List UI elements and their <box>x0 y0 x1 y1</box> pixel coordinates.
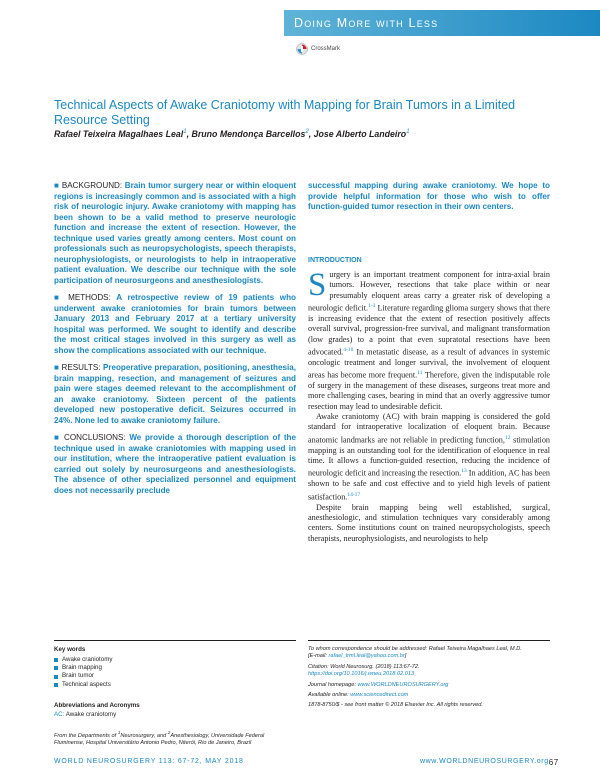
citation-ref[interactable]: 14-17 <box>347 491 361 498</box>
square-bullet-icon <box>54 675 58 679</box>
abstract <box>54 181 296 503</box>
abbreviations-heading: Abbreviations and Acronyms <box>54 702 140 709</box>
article-title: Technical Aspects of Awake Craniotomy with Mapping for Brain Tumors in a Limited Resource Setting <box>54 98 516 127</box>
abbreviation-key: AC: <box>54 711 65 718</box>
crossmark-icon <box>296 43 308 55</box>
citation-ref[interactable]: 12 <box>504 434 511 441</box>
intro-paragraph: Surgery is an important treatment component for intra-axial brain tumors. However, resections that take place within or near presumably eloquent areas carry a greater risk of developing a neurologic deficit.$^{1-3}$ Literature regarding glioma surgery shows that there is increasing evidence that the extent of resection positively affects overall survival, progression-free survival, and malignant transformation (low grades) to a point that even supratotal resections have been advocated.$^{4-10}$ In metastatic disease, as a result of advances in systemic oncologic treatment and longer survival, the involvement of eloquent areas has become more frequent.$^{11}$ Therefore, given the indisputable role of surgery in the management of these diseases, surgeons treat more and more challenging cases, bearing in mind that an overly aggressive tumor resection may lead to undesirable deficit. <box>308 267 550 411</box>
abstract-text: Preoperative preparation, positioning, anesthesia, brain mapping, resection, and management of seizures and pain were stages deemed relevant to the accomplishment of an awake craniotomy. Sixteen percent of the patients developed new postoperative deficit. Seizures occurred in 24%. None led to awake craniotomy failure. <box>54 363 296 425</box>
abstract-methods <box>54 293 296 356</box>
abstract-label: METHODS: <box>68 293 111 302</box>
citation-ref[interactable]: 11 <box>417 370 423 377</box>
bullet-icon: ■ <box>54 363 62 372</box>
abstract-text: We provide a thorough description of the technique used in awake craniotomies with mapping used in our institution, where the intraoperative patient evaluation is carried out solely by neurosurgeons and anesthesiologists. The absence of other specialized personnel and equipment does not necessarily preclude <box>54 433 297 495</box>
author-affil-sup: 1 <box>183 129 187 136</box>
divider <box>54 640 296 641</box>
keywords-heading: Key words <box>54 646 86 653</box>
author-name: Rafael Teixeira Magalhaes Leal <box>54 129 184 139</box>
sciencedirect-link[interactable]: www.sciencedirect.com <box>350 692 409 699</box>
divider <box>308 640 550 641</box>
abstract-conclusions <box>54 433 296 496</box>
email-link[interactable]: rafael_trml.leal@yahoo.com.br <box>328 653 405 660</box>
author-name: Bruno Mendonça Barcellos <box>191 129 306 139</box>
article-meta <box>308 646 558 713</box>
abstract-text: Brain tumor surgery near or within eloquent regions is increasingly common and is associated with a high risk of neurologic injury. Awake craniotomy with mapping has been shown to be a valid method to preserve neurologic function and increase the extent of resection. However, the technique used varies greatly among centers. Most count on professionals such as neuropsychologists, speech therapists, neurophysiologists, or neurologists to help in intraoperative patient evaluation. We describe our technique with the sole participation of neurosurgeons and anesthesiologists. <box>54 181 297 285</box>
author-affil-sup: 2 <box>305 129 309 136</box>
abstract-label: BACKGROUND: <box>61 181 123 190</box>
intro-body <box>308 267 551 544</box>
intro-paragraph: Despite brain mapping being well established, surgical, anesthesiologic, and stimulation techniques vary considerably among centers. Some institutions count on trained neuropsychologists, speech therapists, neurophysiologists, and neurologists to help <box>308 502 550 543</box>
abstract-text: A retrospective review of 19 patients who underwent awake craniotomies for brain tumors between January 2013 and February 2017 at a tertiary university hospital was performed. We sought to identify and describe the most critical stages involved in this surgery as well as show the complications associated with our technique. <box>54 293 296 355</box>
author-list: Rafael Teixeira Magalhaes Leal$^1$, Bruno Mendonça Barcellos$^2$, Jose Alberto Landeiro$^1$ <box>54 129 410 139</box>
available-online: Available online: www.sciencedirect.com <box>308 692 409 699</box>
page-number: 67 <box>548 758 559 767</box>
footer-right <box>420 758 559 767</box>
square-bullet-icon <box>54 666 58 670</box>
abstract-continuation: successful mapping during awake craniotomy. We hope to provide helpful information for those who wish to offer function-guided tumor resection in their own centers. <box>308 181 550 211</box>
intro-heading: INTRODUCTION <box>308 257 362 264</box>
homepage-link[interactable]: www.WORLDNEUROSURGERY.org <box>357 681 449 688</box>
doi-link[interactable]: https://doi.org/10.1016/j.wneu.2018.02.013 <box>308 671 415 678</box>
journal-homepage: Journal homepage: www.WORLDNEUROSURGERY.org <box>308 681 449 688</box>
bullet-icon: ■ <box>54 433 64 442</box>
footer-site-link[interactable]: www.WORLDNEUROSURGERY.org <box>420 758 549 765</box>
abstract-results <box>54 363 296 426</box>
square-bullet-icon <box>54 683 58 687</box>
keyword-item: Brain tumor <box>54 672 112 680</box>
section-banner <box>284 10 600 36</box>
abbreviation-item <box>54 711 116 718</box>
citation-ref[interactable]: 13 <box>461 468 467 475</box>
keyword-item: Brain mapping <box>54 664 112 672</box>
bullet-icon: ■ <box>54 293 69 302</box>
keyword-item: Technical aspects <box>54 681 112 689</box>
keywords-list <box>54 656 112 689</box>
affiliation: From the Departments of $^1$Neurosurgery, and $^2$Anesthesiology, Universidade Federal Fluminense, Hospital Universitário Antonio Pedro, Niterói, Rio de Janeiro, Brazil <box>54 730 265 747</box>
crossmark-label: CrossMark <box>311 46 341 52</box>
citation-ref[interactable]: 4-10 <box>343 346 354 353</box>
section-title: Doing More with Less <box>294 16 439 30</box>
abbreviation-value: Awake craniotomy <box>65 711 117 718</box>
square-bullet-icon <box>54 658 58 662</box>
citation-ref[interactable]: 1-3 <box>368 302 376 309</box>
footer-journal: WORLD NEUROSURGERY 113: 67-72, MAY 2018 <box>54 758 244 765</box>
correspondence: To whom correspondence should be addressed: Rafael Teixeira Magalhaes Leal, M.D. [E-mail: rafael_trml.leal@yahoo.com.br] <box>308 646 522 660</box>
crossmark-badge[interactable] <box>296 43 340 55</box>
author-name: Jose Alberto Landeiro <box>313 129 407 139</box>
abstract-background <box>54 181 296 286</box>
abstract-label: RESULTS: <box>61 363 101 372</box>
author-affil-sup: 1 <box>406 129 410 136</box>
abstract-label: CONCLUSIONS: <box>64 433 126 442</box>
copyright: 1878-8750/$ - see front matter © 2018 Elsevier Inc. All rights reserved. <box>308 702 483 709</box>
bullet-icon: ■ <box>54 181 62 190</box>
keyword-item: Awake craniotomy <box>54 656 112 664</box>
drop-cap: S <box>308 267 327 303</box>
citation: Citation: World Neurosurg. (2018) 113:67-72. https://doi.org/10.1016/j.wneu.2018.02.013 <box>308 663 420 678</box>
intro-paragraph: Awake craniotomy (AC) with brain mapping is considered the gold standard for intraoperative localization of eloquent brain. Because anatomic landmarks are not reliable in predicting function,$^{12}$ stimulation mapping is an outstanding tool for the identification of eloquence in real time. It allows a function-guided resection, reducing the incidence of neurologic deficit and increasing the resection.$^{13}$ In addition, AC has been shown to be safe and cost effective and to yield high levels of patient satisfaction.$^{14-17}$ <box>308 412 551 502</box>
